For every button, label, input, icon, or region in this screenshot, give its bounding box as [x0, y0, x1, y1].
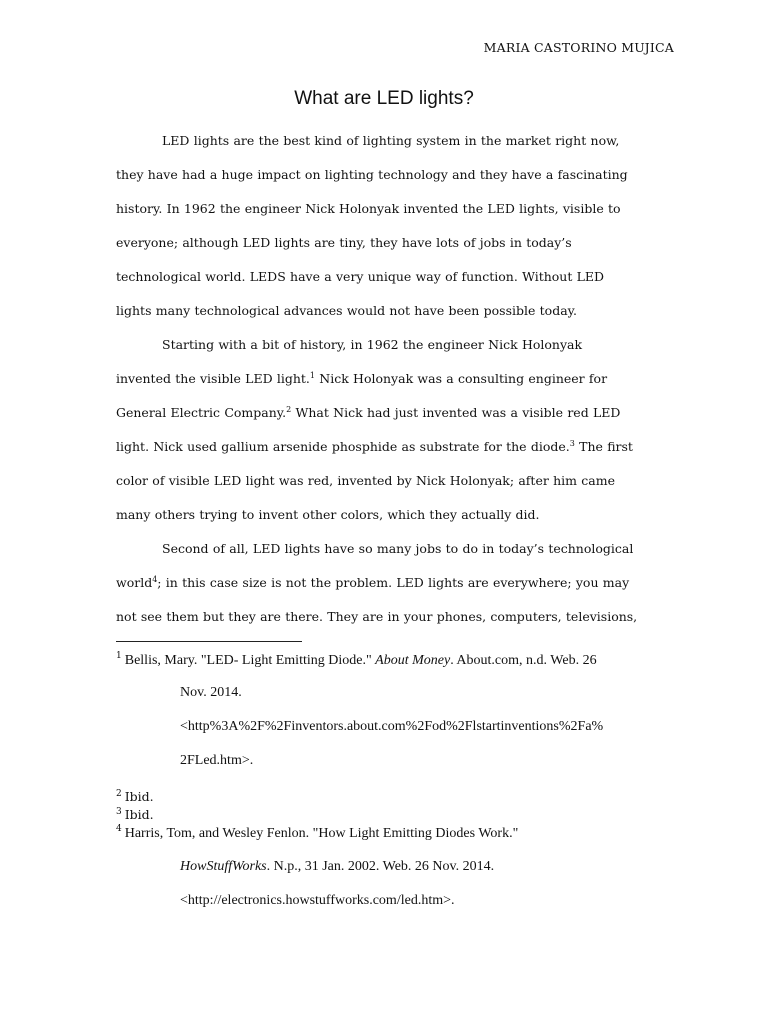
paragraph-line: history. In 1962 the engineer Nick Holonyak invented the LED lights, visible to [116, 201, 621, 216]
text-run: HowStuffWorks [180, 859, 267, 874]
text-run: world [116, 575, 153, 590]
footnote-1-url: 2FLed.htm>. [180, 753, 254, 768]
footnote-2 [116, 788, 676, 806]
text-run: light. Nick used gallium arsenide phosphide as substrate for the diode. [116, 439, 570, 454]
footnote-number: 2 [116, 788, 122, 799]
paragraph-line [116, 430, 656, 464]
text-run: Ibid. [124, 807, 154, 822]
paragraph-line: everyone; although LED lights are tiny, they have lots of jobs in today’s [116, 235, 572, 250]
text-run: General Electric Company. [116, 405, 287, 420]
header-author: MARIA CASTORINO MUJICA [483, 40, 674, 55]
text-run: . N.p., 31 Jan. 2002. Web. 26 Nov. 2014. [266, 859, 495, 874]
footnote-ref: 2 [286, 404, 292, 414]
text-run: Ibid. [124, 789, 154, 804]
paragraph-line: LED lights are the best kind of lighting system in the market right now, [162, 133, 620, 148]
footnote-1-line: Nov. 2014. [180, 685, 242, 700]
text-run: What Nick had just invented was a visible red LED [291, 405, 621, 420]
paragraph-line: they have had a huge impact on lighting technology and they have a fascinating [116, 167, 628, 182]
paragraph-line: many others trying to invent other colors, which they actually did. [116, 507, 540, 522]
paragraph-line: technological world. LEDS have a very unique way of function. Without LED [116, 269, 605, 284]
footnote-separator [116, 641, 302, 642]
text-run: Harris, Tom, and Wesley Fenlon. "How Light Emitting Diodes Work." [124, 826, 519, 841]
paragraph-line: Second of all, LED lights have so many jobs to do in today’s technological [162, 541, 634, 556]
footnote-number: 1 [116, 651, 122, 662]
body-text [116, 124, 656, 634]
text-run: Nick Holonyak was a consulting engineer for [315, 371, 608, 386]
text-run: The first [574, 439, 633, 454]
footnote-4-line [116, 850, 676, 884]
text-run: ; in this case size is not the problem. LED lights are everywhere; you may [157, 575, 630, 590]
paragraph-line [116, 566, 656, 600]
page-title: What are LED lights? [294, 88, 474, 109]
footnote-1-url: <http%3A%2F%2Finventors.about.com%2Fod%2Flstartinventions%2Fa% [180, 719, 604, 734]
paragraph-line: color of visible LED light was red, invented by Nick Holonyak; after him came [116, 473, 615, 488]
footnote-4-url: <http://electronics.howstuffworks.com/led.htm>. [180, 893, 455, 908]
footnote-1 [116, 646, 676, 676]
paragraph-line [116, 362, 656, 396]
footnote-ref: 1 [309, 370, 315, 380]
text-run: About Money [375, 653, 451, 668]
footnotes [116, 646, 676, 918]
footnote-4 [116, 824, 676, 844]
paragraph-line: Starting with a bit of history, in 1962 the engineer Nick Holonyak [162, 337, 583, 352]
footnote-3 [116, 806, 676, 824]
footnote-ref: 3 [569, 438, 575, 448]
paragraph-line: lights many technological advances would not have been possible today. [116, 303, 578, 318]
paragraph-line: not see them but they are there. They are in your phones, computers, televisions, [116, 609, 638, 624]
text-run: . About.com, n.d. Web. 26 [450, 653, 597, 668]
text-run: Bellis, Mary. "LED- Light Emitting Diode." [124, 653, 376, 668]
text-run: invented the visible LED light. [116, 371, 310, 386]
paragraph-line [116, 396, 656, 430]
footnote-number: 3 [116, 806, 122, 817]
footnote-number: 4 [116, 824, 122, 835]
footnote-ref: 4 [152, 574, 158, 584]
